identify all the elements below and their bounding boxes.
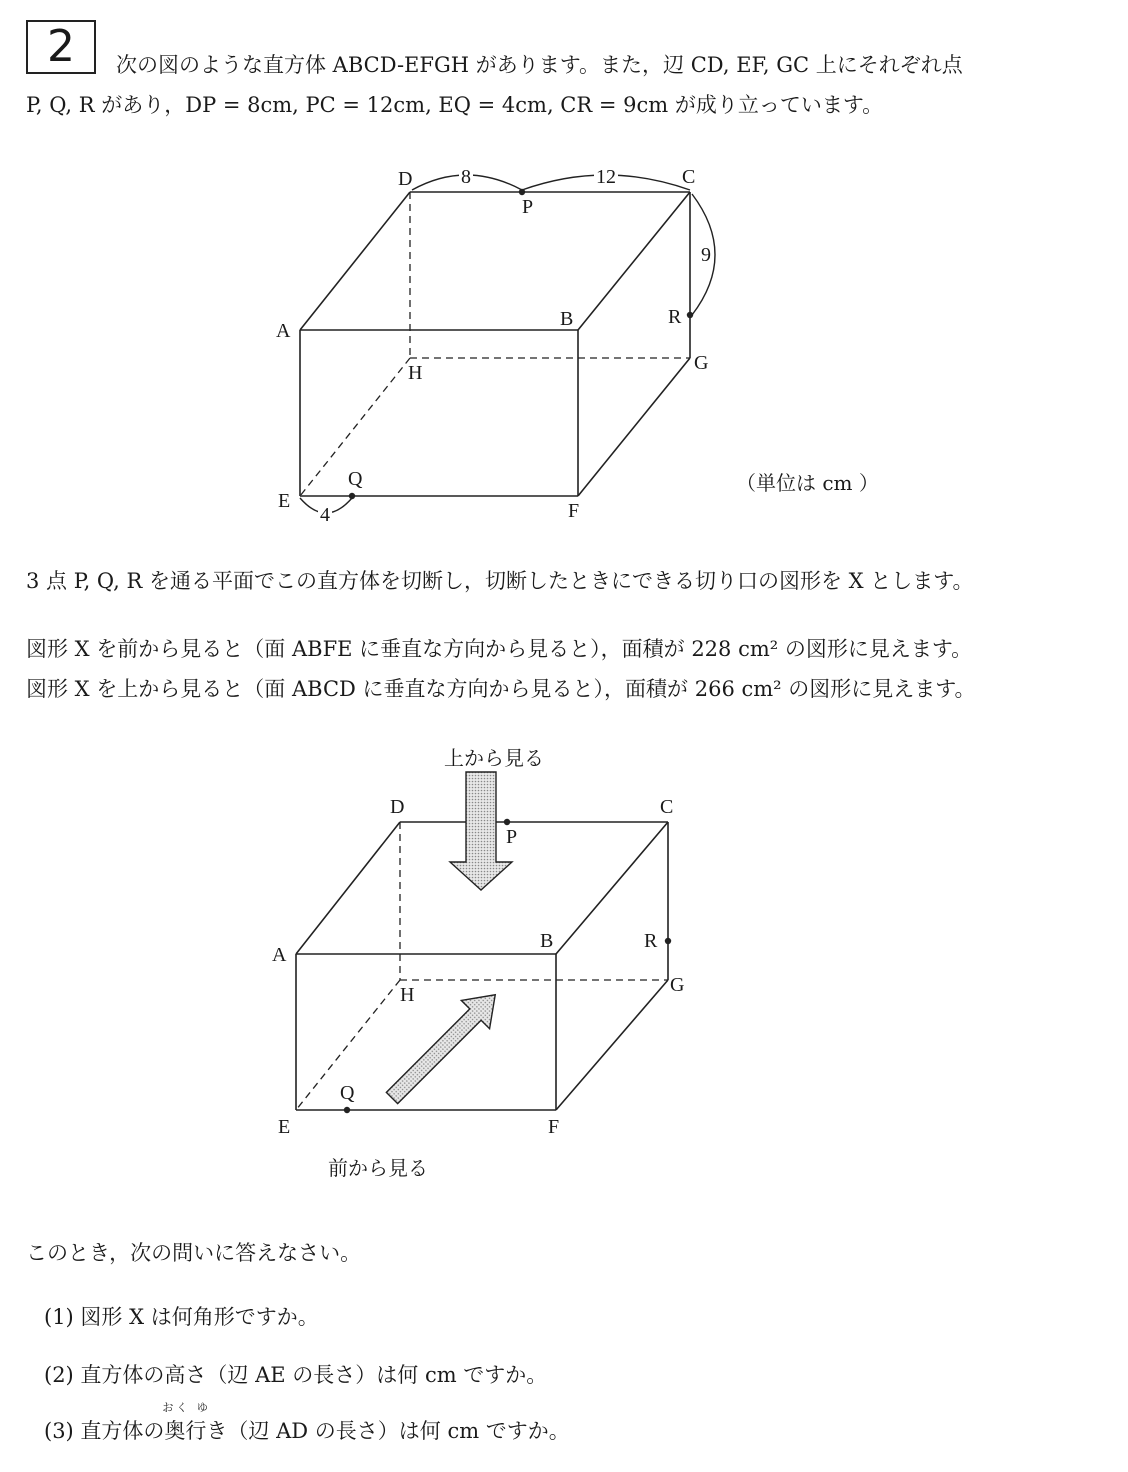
label2-p: P [506, 826, 518, 848]
questions-prompt: このとき，次の問いに答えなさい。 [26, 1241, 362, 1265]
question-3-ruby-word [162, 1401, 211, 1446]
edge2-ad [296, 822, 400, 954]
unit-note: （単位は cm ） [736, 471, 879, 495]
label-g: G [694, 352, 709, 374]
label-c: C [682, 166, 696, 188]
top-view-label: 上から見る [444, 746, 544, 770]
label2-e: E [278, 1116, 291, 1138]
label-p: P [522, 196, 534, 218]
intro-line-1: 次の図のような直方体 ABCD-EFGH があります。また，辺 CD, EF, GC 上にそれぞれ点 [116, 53, 963, 77]
label2-c: C [660, 796, 674, 818]
edge2-fg [556, 980, 668, 1110]
question-1: (1) 図形 X は何角形ですか。 [44, 1305, 319, 1329]
front-view-arrow-icon [378, 981, 510, 1113]
question-3-before: (3) 直方体の [44, 1419, 165, 1443]
top-view-arrow-icon [450, 772, 512, 890]
label-h: H [408, 362, 423, 384]
label-q: Q [348, 468, 363, 490]
front-view-label: 前から見る [328, 1156, 428, 1180]
label2-h: H [400, 984, 415, 1006]
question-3-after: き（辺 AD の長さ）は何 cm ですか。 [206, 1419, 570, 1443]
body-line-3: 図形 X を上から見ると（面 ABCD に垂直な方向から見ると），面積が 266 cm² の図形に見えます。 [26, 677, 976, 701]
problem-number: 2 [47, 21, 75, 72]
label2-r: R [644, 930, 658, 952]
label-a: A [276, 320, 291, 342]
label2-f: F [548, 1116, 560, 1138]
label2-a: A [272, 944, 287, 966]
body-line-2: 図形 X を前から見ると（面 ABFE に垂直な方向から見ると），面積が 228 cm² の図形に見えます。 [26, 637, 973, 661]
intro-line-2: P, Q, R があり，DP = 8cm, PC = 12cm, EQ = 4cm, CR = 9cm が成り立っています。 [26, 93, 884, 117]
question-3 [44, 1401, 570, 1446]
dim-cr: 9 [701, 242, 711, 269]
label2-q: Q [340, 1082, 355, 1104]
question-2: (2) 直方体の高さ（辺 AE の長さ）は何 cm ですか。 [44, 1363, 548, 1387]
label-r: R [668, 306, 682, 328]
body-line-1: 3 点 P, Q, R を通る平面でこの直方体を切断し，切断したときにできる切り口の図形を X とします。 [26, 569, 974, 593]
label2-b: B [540, 930, 554, 952]
question-3-kanji: 奥行 [164, 1419, 207, 1443]
label2-g: G [670, 974, 685, 996]
dim-dp: 8 [461, 166, 471, 188]
point2-p-dot [504, 819, 510, 825]
label-e: E [278, 490, 291, 512]
point2-q-dot [344, 1107, 350, 1113]
question-3-ruby: おく ゆ [162, 1401, 211, 1414]
label2-d: D [390, 796, 405, 818]
dim-pc: 12 [596, 166, 616, 188]
label-b: B [560, 308, 574, 330]
label-f: F [568, 500, 580, 522]
label-d: D [398, 168, 413, 190]
dim-eq: 4 [320, 504, 330, 526]
point2-r-dot [665, 938, 671, 944]
